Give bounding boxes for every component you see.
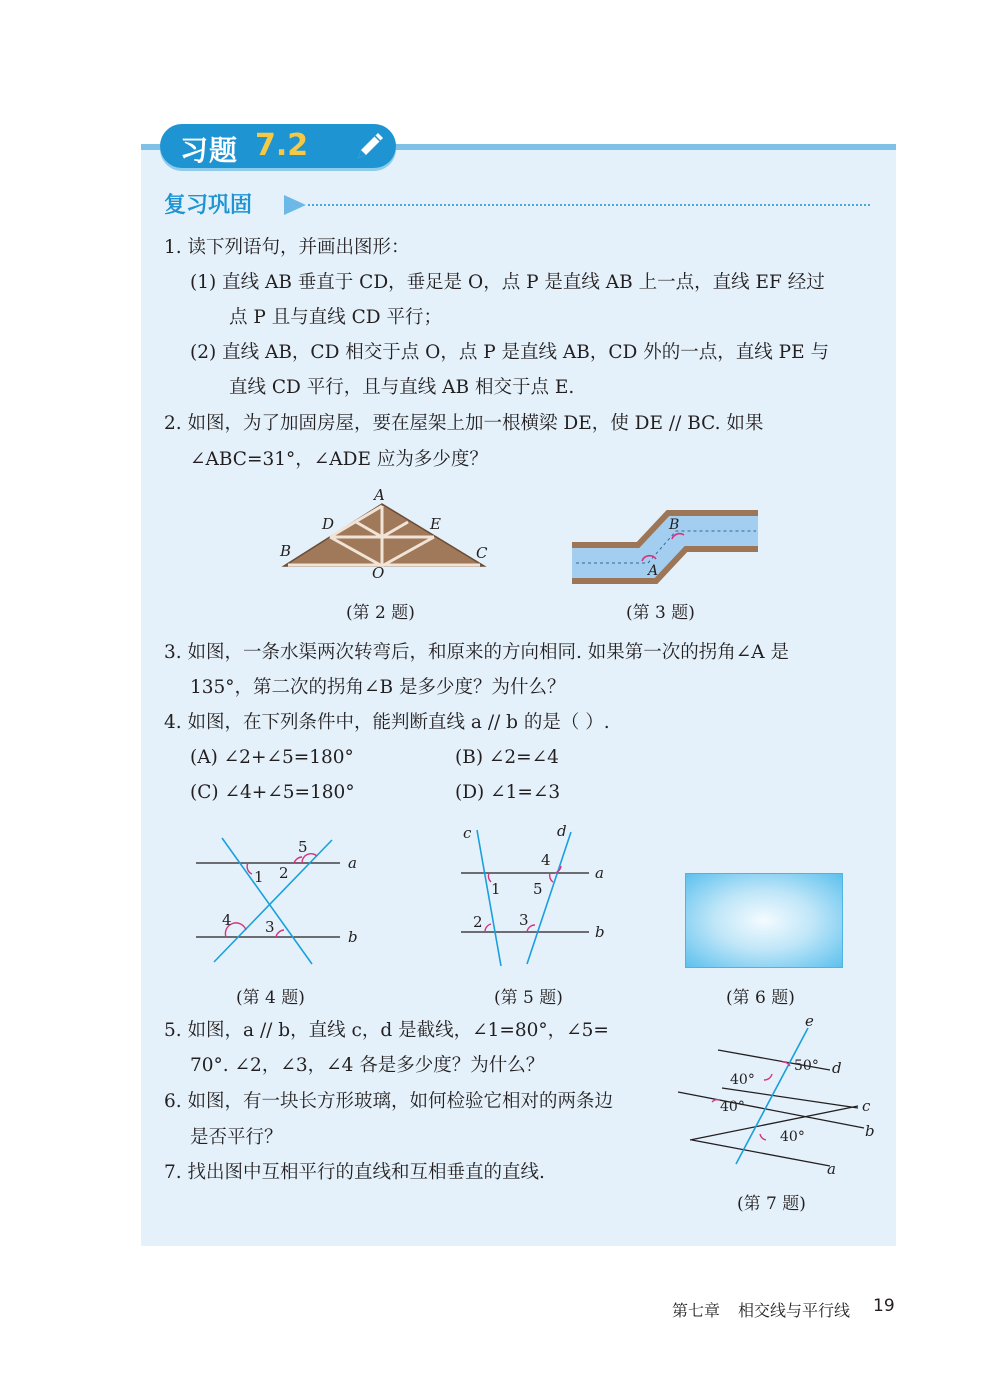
fig5-label-3: 3 <box>519 911 529 929</box>
fig5-label-4: 4 <box>541 851 551 869</box>
problem-3-line-2: 135°，第二次的拐角∠B 是多少度？为什么？ <box>190 677 566 698</box>
fig3-label-A: A <box>648 563 659 579</box>
caption-figure-2: (第 2 题) <box>346 603 415 623</box>
problem-1-stem: 1. 读下列语句，并画出图形： <box>164 237 410 258</box>
problem-4-option-c: (C) ∠4+∠5=180° <box>190 782 355 803</box>
problem-1-part-2-line-2: 直线 CD 平行，且与直线 AB 相交于点 E. <box>229 377 575 398</box>
caption-figure-4: (第 4 题) <box>236 988 305 1008</box>
fig2-label-B: B <box>280 542 292 560</box>
caption-figure-3: (第 3 题) <box>626 603 695 623</box>
fig4-label-3: 3 <box>265 918 275 936</box>
pencil-icon <box>352 128 388 164</box>
caption-figure-6: (第 6 题) <box>726 988 795 1008</box>
fig5-label-c: c <box>463 824 472 842</box>
page-number: 19 <box>873 1296 895 1316</box>
problem-6-line-1: 6. 如图，有一块长方形玻璃，如何检验它相对的两条边 <box>164 1091 614 1112</box>
fig2-label-D: D <box>322 515 335 533</box>
fig5-label-d: d <box>557 822 567 840</box>
fig4-label-2: 2 <box>279 864 289 882</box>
figure-7-diagram <box>670 1010 882 1180</box>
footer-chapter-title: 相交线与平行线 <box>738 1301 851 1320</box>
header-number: 7.2 <box>255 128 309 163</box>
problem-2-line-2: ∠ABC=31°，∠ADE 应为多少度？ <box>190 449 488 470</box>
fig4-label-b: b <box>348 928 358 946</box>
fig2-label-A: A <box>374 486 385 504</box>
fig5-label-a: a <box>595 864 604 882</box>
fig4-label-1: 1 <box>254 868 264 886</box>
problem-1-part-2-line-1: (2) 直线 AB，CD 相交于点 O，点 P 是直线 AB，CD 外的一点，直线 PE 与 <box>190 342 829 363</box>
caption-figure-7: (第 7 题) <box>737 1194 806 1214</box>
section-title: 复习巩固 <box>164 193 253 218</box>
problem-3-line-1: 3. 如图，一条水渠两次转弯后，和原来的方向相同. 如果第一次的拐角∠A 是 <box>164 642 790 663</box>
header-label: 习题 <box>180 134 239 167</box>
fig2-label-C: C <box>476 544 488 562</box>
fig7-angle-40-top: 40° <box>730 1072 755 1088</box>
problem-4-option-d: (D) ∠1=∠3 <box>455 782 561 803</box>
fig5-label-1: 1 <box>491 880 501 898</box>
figure-4-diagram <box>190 830 370 970</box>
problem-4-option-a: (A) ∠2+∠5=180° <box>190 747 354 768</box>
figure-3-canal <box>568 505 762 589</box>
fig7-angle-40-bottom: 40° <box>780 1129 805 1145</box>
fig7-angle-40-left: 40° <box>720 1099 745 1115</box>
fig5-label-5: 5 <box>533 880 543 898</box>
section-dotted-rule <box>308 204 870 206</box>
fig7-line-a <box>692 1140 830 1166</box>
problem-4-option-b: (B) ∠2=∠4 <box>455 747 559 768</box>
caption-figure-5: (第 5 题) <box>494 988 563 1008</box>
fig7-label-c: c <box>862 1097 871 1115</box>
fig2-label-E: E <box>430 515 441 533</box>
fig4-label-5: 5 <box>298 838 308 856</box>
fig2-label-O: O <box>372 564 385 582</box>
fig7-label-e: e <box>805 1012 814 1030</box>
figure-6-rectangular-glass <box>685 873 843 968</box>
problem-7-line-1: 7. 找出图中互相平行的直线和互相垂直的直线. <box>164 1162 545 1183</box>
triangle-arrow-icon <box>283 194 307 216</box>
fig5-label-b: b <box>595 923 605 941</box>
problem-5-line-2: 70°. ∠2，∠3，∠4 各是多少度？为什么？ <box>190 1055 545 1076</box>
figure-2-roof-truss <box>270 480 500 590</box>
problem-6-line-2: 是否平行？ <box>190 1127 283 1148</box>
problem-4-stem: 4. 如图，在下列条件中，能判断直线 a // b 的是（ ）. <box>164 712 610 733</box>
fig7-label-d: d <box>832 1059 842 1077</box>
problem-1-part-1-line-1: (1) 直线 AB 垂直于 CD，垂足是 O，点 P 是直线 AB 上一点，直线 EF 经过 <box>190 272 825 293</box>
fig5-label-2: 2 <box>473 913 483 931</box>
fig3-label-B: B <box>669 517 680 533</box>
footer-chapter: 第七章 <box>672 1301 721 1320</box>
fig7-angle-50: 50° <box>794 1058 819 1074</box>
problem-5-line-1: 5. 如图，a // b，直线 c，d 是截线，∠1=80°，∠5= <box>164 1020 609 1041</box>
fig7-label-a: a <box>827 1160 836 1178</box>
figure-5-diagram <box>455 820 615 970</box>
problem-2-line-1: 2. 如图，为了加固房屋，要在屋架上加一根横梁 DE，使 DE // BC. 如果 <box>164 413 764 434</box>
problem-1-part-1-line-2: 点 P 且与直线 CD 平行； <box>229 307 442 328</box>
fig4-label-4: 4 <box>222 911 232 929</box>
fig4-label-a: a <box>348 854 357 872</box>
fig7-label-b: b <box>865 1122 875 1140</box>
